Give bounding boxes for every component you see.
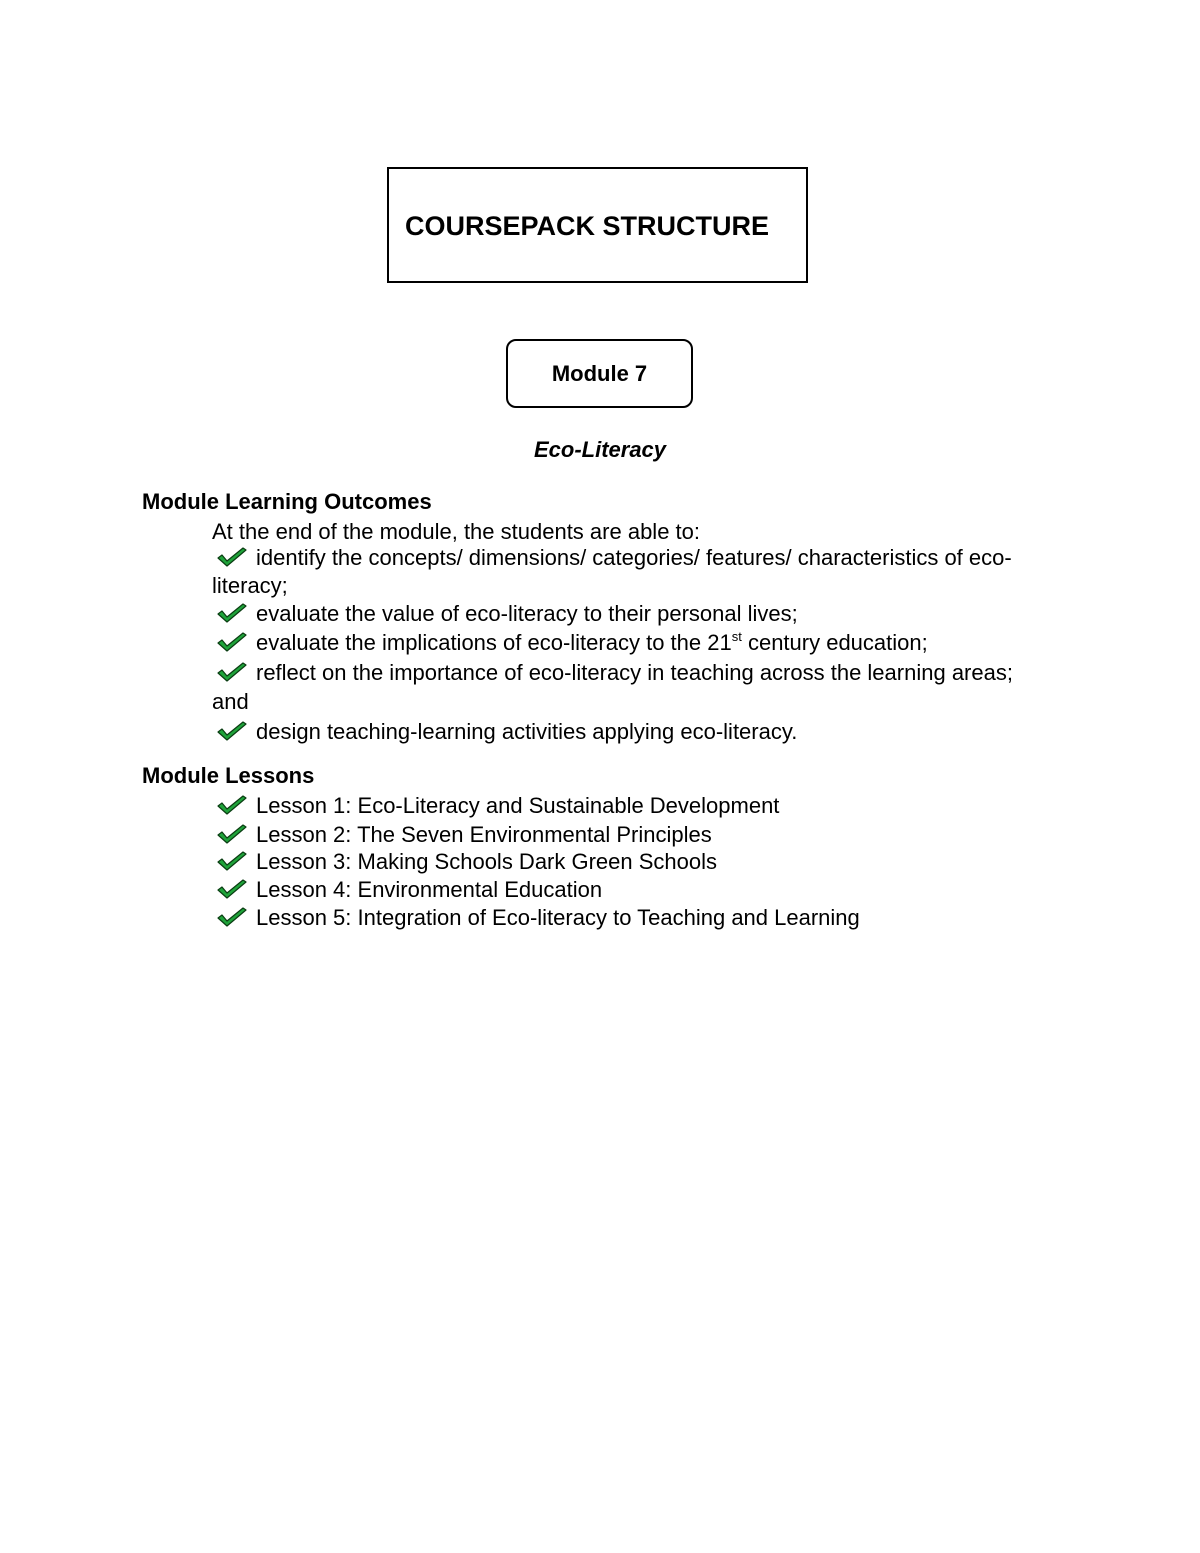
check-icon	[216, 546, 248, 568]
outcome-item	[216, 719, 797, 745]
lesson-text: Lesson 3: Making Schools Dark Green Schools	[256, 849, 718, 874]
check-icon	[216, 631, 248, 653]
lesson-text: Lesson 2: The Seven Environmental Principles	[256, 822, 712, 847]
outcome-continuation: literacy;	[212, 573, 288, 598]
outcome-text-continued: century education;	[741, 630, 928, 655]
lessons-heading: Module Lessons	[142, 763, 315, 788]
lesson-item	[216, 877, 602, 903]
check-icon	[216, 602, 248, 624]
lesson-text: Lesson 5: Integration of Eco-literacy to Teaching and Learning	[256, 905, 860, 930]
outcomes-heading: Module Learning Outcomes	[142, 489, 432, 514]
lesson-item	[216, 905, 860, 931]
module-subtitle: Eco-Literacy	[533, 437, 667, 462]
lesson-text: Lesson 4: Environmental Education	[256, 877, 603, 902]
outcome-item	[216, 601, 798, 627]
outcome-text: design teaching-learning activities applying eco-literacy.	[256, 719, 798, 744]
outcome-item	[216, 660, 1013, 686]
check-icon	[216, 794, 248, 816]
page-title: COURSEPACK STRUCTURE	[405, 211, 770, 241]
outcome-text: evaluate the value of eco-literacy to their personal lives;	[256, 601, 798, 626]
module-label: Module 7	[551, 360, 648, 386]
check-icon	[216, 661, 248, 683]
outcome-item	[216, 630, 928, 656]
module-badge	[506, 339, 693, 408]
outcome-continuation: and	[212, 689, 249, 714]
check-icon	[216, 720, 248, 742]
outcome-text: reflect on the importance of eco-literacy in teaching across the learning areas;	[256, 660, 1013, 685]
ordinal-suffix: st	[731, 629, 742, 644]
outcome-text: evaluate the implications of eco-literacy to the 21	[256, 630, 732, 655]
check-icon	[216, 878, 248, 900]
lesson-item	[216, 793, 779, 819]
outcome-item	[216, 545, 1012, 571]
outcomes-intro: At the end of the module, the students are able to:	[212, 519, 700, 544]
lesson-text: Lesson 1: Eco-Literacy and Sustainable Development	[256, 793, 780, 818]
check-icon	[216, 823, 248, 845]
lesson-item	[216, 822, 712, 848]
lesson-item	[216, 849, 717, 875]
outcome-text: identify the concepts/ dimensions/ categories/ features/ characteristics of eco-	[256, 545, 1012, 570]
check-icon	[216, 850, 248, 872]
check-icon	[216, 906, 248, 928]
title-box	[387, 167, 808, 283]
